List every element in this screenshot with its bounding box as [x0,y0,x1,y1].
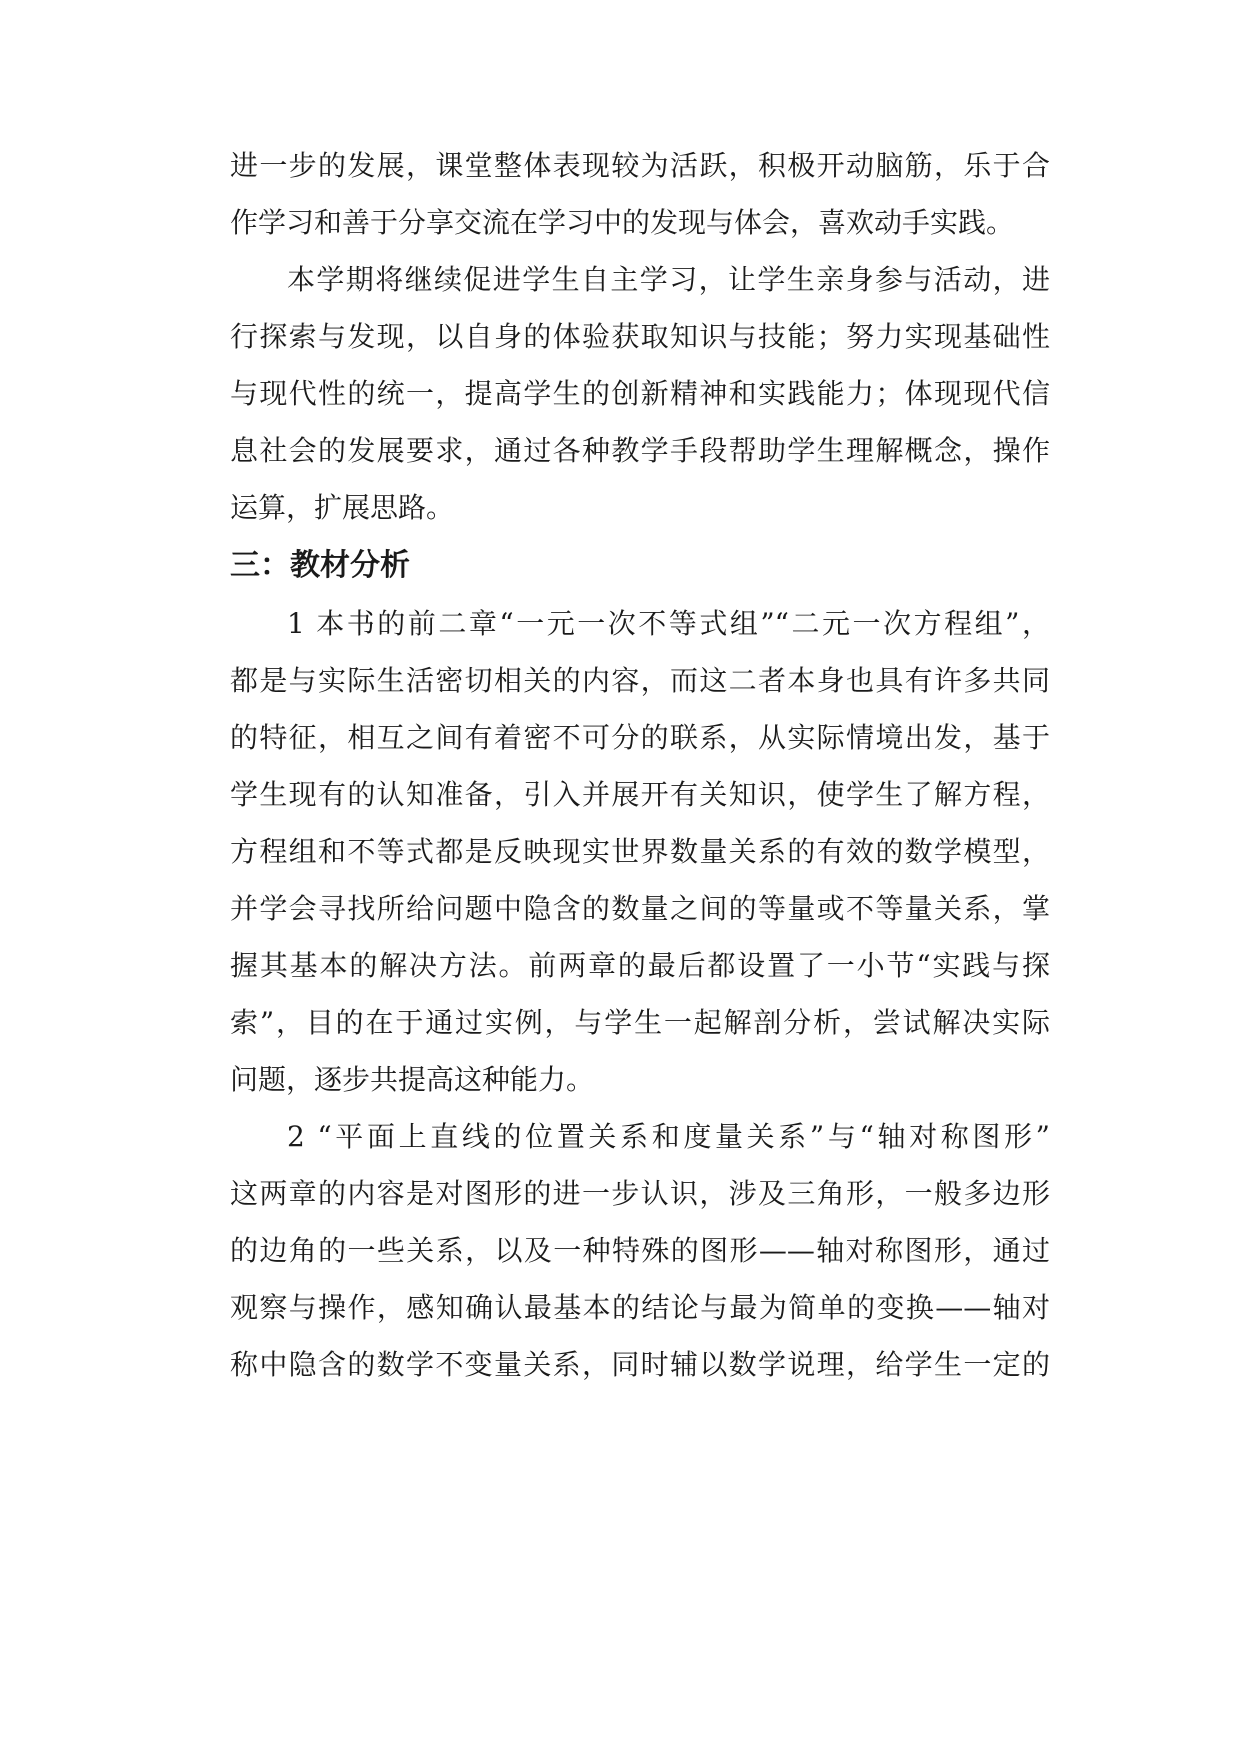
paragraph-line: 息社会的发展要求，通过各种教学手段帮助学生理解概念，操作 [230,434,1050,467]
paragraph-line: 称中隐含的数学不变量关系，同时辅以数学说理，给学生一定的 [230,1348,1050,1381]
paragraph-line: 这两章的内容是对图形的进一步认识，涉及三角形，一般多边形 [230,1177,1050,1210]
paragraph-line: 的边角的一些关系，以及一种特殊的图形——轴对称图形，通过 [230,1234,1050,1267]
section-heading: 三：教材分析 [230,548,410,583]
paragraph-line: 都是与实际生活密切相关的内容，而这二者本身也具有许多共同 [230,664,1050,697]
paragraph-line: 行探索与发现，以自身的体验获取知识与技能；努力实现基础性 [230,320,1050,353]
paragraph-line: 1 本书的前二章“一元一次不等式组”“二元一次方程组”， [287,607,1050,640]
paragraph-line: 进一步的发展，课堂整体表现较为活跃，积极开动脑筋，乐于合 [230,149,1050,182]
paragraph-line: 问题，逐步共提高这种能力。 [230,1063,595,1096]
paragraph-line: 本学期将继续促进学生自主学习，让学生亲身参与活动，进 [287,263,1050,296]
paragraph-line: 2 “平面上直线的位置关系和度量关系”与“轴对称图形” [287,1120,1050,1153]
paragraph-line: 索”，目的在于通过实例，与学生一起解剖分析，尝试解决实际 [230,1006,1050,1039]
paragraph-line: 与现代性的统一，提高学生的创新精神和实践能力；体现现代信 [230,377,1050,410]
paragraph-line: 作学习和善于分享交流在学习中的发现与体会，喜欢动手实践。 [230,206,1015,239]
paragraph-line: 的特征，相互之间有着密不可分的联系，从实际情境出发，基于 [230,721,1050,754]
paragraph-line: 握其基本的解决方法。前两章的最后都设置了一小节“实践与探 [230,949,1050,982]
paragraph-line: 方程组和不等式都是反映现实世界数量关系的有效的数学模型， [230,835,1050,868]
paragraph-line: 运算，扩展思路。 [230,491,455,524]
paragraph-line: 学生现有的认知准备，引入并展开有关知识，使学生了解方程， [230,778,1050,811]
paragraph-line: 并学会寻找所给问题中隐含的数量之间的等量或不等量关系，掌 [230,892,1050,925]
paragraph-line: 观察与操作，感知确认最基本的结论与最为简单的变换——轴对 [230,1291,1050,1324]
